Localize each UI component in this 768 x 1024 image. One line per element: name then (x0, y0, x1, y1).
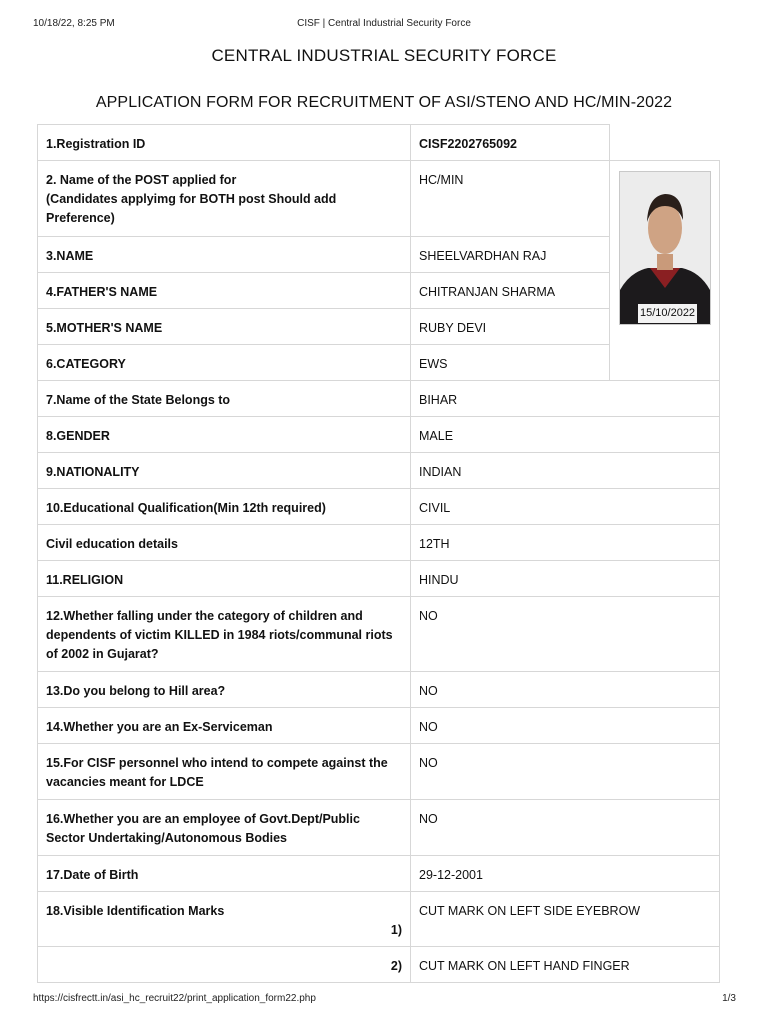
row-value: MALE (411, 417, 720, 453)
row-value: NO (411, 744, 720, 800)
table-row (38, 125, 720, 161)
row-label: 7.Name of the State Belongs to (38, 381, 411, 417)
table-row (38, 708, 720, 744)
row-value: CIVIL (411, 489, 720, 525)
identification-mark-value: CUT MARK ON LEFT HAND FINGER (411, 947, 720, 983)
identification-mark-value: CUT MARK ON LEFT SIDE EYEBROW (411, 892, 720, 947)
row-value: CHITRANJAN SHARMA (411, 273, 610, 309)
table-row (38, 453, 720, 489)
row-label: 2. Name of the POST applied for (Candidates applyimg for BOTH post Should add Preference) (38, 161, 411, 237)
row-label: 3.NAME (38, 237, 411, 273)
print-datetime: 10/18/22, 8:25 PM (33, 18, 115, 29)
row-label: 16.Whether you are an employee of Govt.Dept/Public Sector Undertaking/Autonomous Bodies (38, 800, 411, 856)
row-value: INDIAN (411, 453, 720, 489)
row-value: EWS (411, 345, 610, 381)
row-value: NO (411, 597, 720, 672)
identification-cell (38, 892, 411, 947)
row-label: 13.Do you belong to Hill area? (38, 672, 411, 708)
row-value: BIHAR (411, 381, 720, 417)
table-row (38, 672, 720, 708)
table-row (38, 744, 720, 800)
row-label: 12.Whether falling under the category of children and dependents of victim KILLED in 1984 riots/communal riots of 2002 in Gujarat? (38, 597, 411, 672)
row-label: 4.FATHER'S NAME (38, 273, 411, 309)
applicant-photo (619, 171, 711, 325)
application-form-table (37, 124, 720, 983)
table-row (38, 161, 720, 237)
row-label: 14.Whether you are an Ex-Serviceman (38, 708, 411, 744)
table-row (38, 525, 720, 561)
row-label: 9.NATIONALITY (38, 453, 411, 489)
row-value: NO (411, 800, 720, 856)
org-title: CENTRAL INDUSTRIAL SECURITY FORCE (211, 46, 557, 65)
table-row (38, 892, 720, 947)
photo-cell (610, 161, 720, 381)
row-value: 29-12-2001 (411, 856, 720, 892)
identification-label: 18.Visible Identification Marks (46, 904, 225, 918)
table-row (38, 856, 720, 892)
table-row (38, 489, 720, 525)
print-url: https://cisfrectt.in/asi_hc_recruit22/print_application_form22.php (33, 993, 316, 1004)
row-label: 1.Registration ID (38, 125, 411, 161)
table-row (38, 597, 720, 672)
row-value: RUBY DEVI (411, 309, 610, 345)
row-value: HC/MIN (411, 161, 610, 237)
row-label: Civil education details (38, 525, 411, 561)
print-page-number: 1/3 (722, 993, 736, 1004)
identification-mark-number: 1) (390, 923, 402, 937)
table-row (38, 417, 720, 453)
row-value: NO (411, 708, 720, 744)
row-label: 11.RELIGION (38, 561, 411, 597)
row-label: 6.CATEGORY (38, 345, 411, 381)
row-value: NO (411, 672, 720, 708)
table-row (38, 800, 720, 856)
form-title: APPLICATION FORM FOR RECRUITMENT OF ASI/STENO AND HC/MIN-2022 (95, 94, 673, 111)
row-label: 17.Date of Birth (38, 856, 411, 892)
row-value: CISF2202765092 (411, 125, 610, 161)
row-label: 5.MOTHER'S NAME (38, 309, 411, 345)
table-row (38, 561, 720, 597)
row-label: 8.GENDER (38, 417, 411, 453)
print-page-title: CISF | Central Industrial Security Force (297, 18, 471, 29)
row-label: 10.Educational Qualification(Min 12th required) (38, 489, 411, 525)
row-value: 12TH (411, 525, 720, 561)
person-photo-icon (620, 172, 710, 324)
photo-date: 15/10/2022 (638, 304, 697, 323)
row-label: 15.For CISF personnel who intend to compete against the vacancies meant for LDCE (38, 744, 411, 800)
row-value: SHEELVARDHAN RAJ (411, 237, 610, 273)
row-value: HINDU (411, 561, 720, 597)
identification-mark-number: 2) (38, 947, 411, 983)
table-row (38, 381, 720, 417)
table-row (38, 947, 720, 983)
